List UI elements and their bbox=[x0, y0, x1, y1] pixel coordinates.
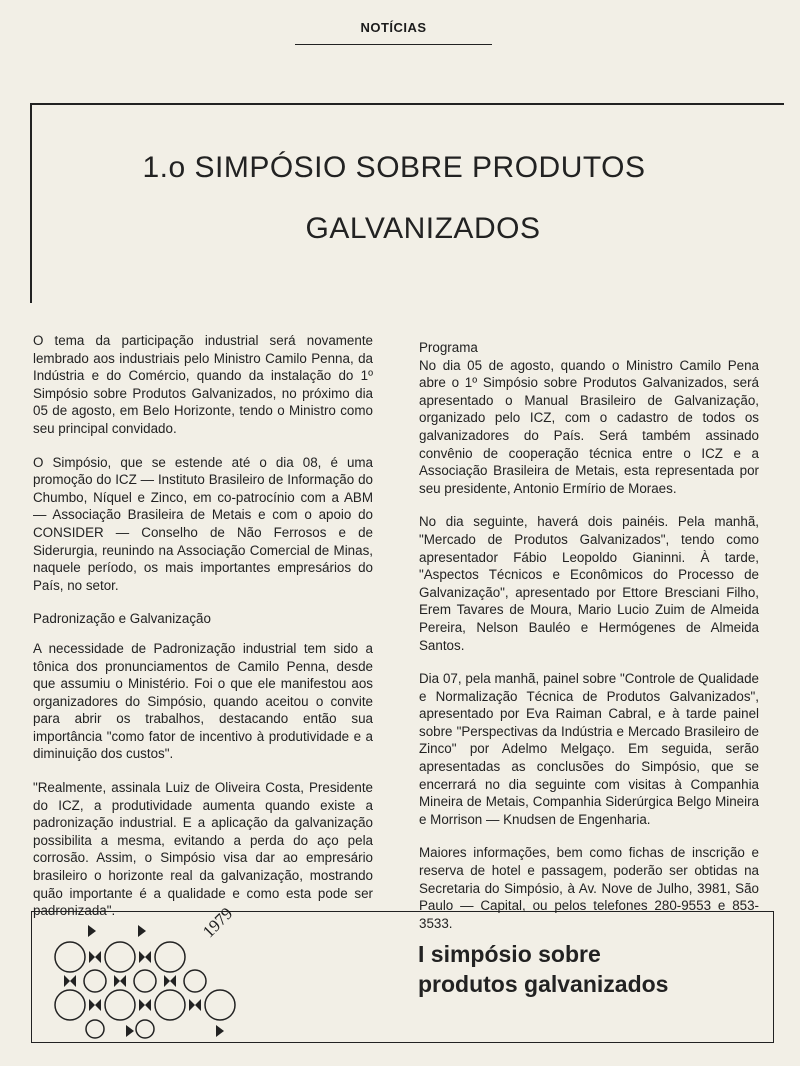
paragraph: No dia 05 de agosto, quando o Ministro Camilo Pena abre o 1º Simpósio sobre Produtos Galvanizados, será apresentado o Manual Brasileiro de Galvanização, organizado pelo ICZ, com o cadastro de todos os galvanizadores do País. Será também assinado convênio de cooperação técnica entre o ICZ e a Associação Brasileira de Metais, esta representada por seu presidente, Antonio Ermírio de Moraes. bbox=[419, 357, 759, 496]
article-title-line1: 1.o SIMPÓSIO SOBRE PRODUTOS bbox=[142, 151, 646, 184]
right-column bbox=[419, 339, 759, 948]
logo-box bbox=[31, 911, 774, 1043]
left-column bbox=[33, 332, 373, 936]
section-rule bbox=[295, 44, 492, 45]
paragraph: Dia 07, pela manhã, painel sobre "Controle de Qualidade e Normalização Técnica de Produtos Galvanizados", apresentado por Eva Raiman Cabral, e à tarde painel sobre "Perspectivas da Indústria e Mercado Brasileiro de Zinco" por Adelmo Melgaço. Em seguida, serão apresentadas as conclusões do Simpósio, que se encerrará no dia seguinte com visitas à Companhia Mineira de Metais, Companhia Siderúrgica Belgo Mineira e Morrison — Knudsen de Engenharia. bbox=[419, 671, 759, 827]
article-title-line2: GALVANIZADOS bbox=[305, 212, 541, 245]
logo-text-line1: I simpósio sobre bbox=[418, 941, 601, 967]
logo-year: 1979 bbox=[198, 903, 237, 942]
subheading-programa: Programa bbox=[419, 340, 478, 355]
paragraph: No dia seguinte, haverá dois painéis. Pela manhã, "Mercado de Produtos Galvanizados", tendo como apresentador Fábio Leopoldo Gianinni. À tarde, "Aspectos Técnicos e Econômicos do Processo de Galvanização", apresentado por Ettore Bresciani Filho, Erem Tavares de Moura, Mario Lucio Zuim de Almeida Pereira, Nelson Bauléo e Hermógenes de Almeida Santos. bbox=[419, 514, 759, 653]
logo-text-line2: produtos galvanizados bbox=[418, 971, 669, 997]
paragraph: O tema da participação industrial será novamente lembrado aos industriais pelo Ministro Camilo Penna, da Indústria e do Comércio, quando da instalação do 1º Simpósio sobre Produtos Galvanizados, no próximo dia 05 de agosto, em Belo Horizonte, tendo o Ministro como seu principal convidado. bbox=[33, 333, 373, 436]
paragraph: Maiores informações, bem como fichas de inscrição e reserva de hotel e passagem, poderão ser obtidas na Secretaria do Simpósio, à Av. Nove de Julho, 3981, São Paulo — Capital, ou pelos telefones 280-9553 e 853-3533. bbox=[419, 845, 759, 931]
title-box bbox=[30, 103, 784, 303]
symposium-logo-text bbox=[418, 939, 668, 999]
subheading-padronizacao: Padronização e Galvanização bbox=[33, 611, 211, 627]
section-label: NOTÍCIAS bbox=[360, 20, 427, 35]
paragraph: "Realmente, assinala Luiz de Oliveira Costa, Presidente do ICZ, a produtividade aumenta quando existe a padronização industrial. E a aplicação da galvanização possibilita a mesma, evitando a perda do aço pela corrosão. Assim, o Simpósio visa dar ao empresário brasileiro o horizonte real da galvanização, mostrando quão importante é a qualidade e como esta pode ser padronizada". bbox=[33, 780, 373, 919]
paragraph: A necessidade de Padronização industrial tem sido a tônica dos pronunciamentos de Camilo Penna, desde que assumiu o Ministério. Foi o que ele manifestou aos organizadores do Simpósio, quando aceitou o convite para abrir os trabalhos, destacando então sua importância "como fator de incentivo à produtividade e a diminuição dos custos". bbox=[33, 640, 373, 762]
paragraph: O Simpósio, que se estende até o dia 08, é uma promoção do ICZ — Instituto Brasileiro de Informação do Chumbo, Níquel e Zinco, em co-patrocínio com a ABM — Associação Brasileira de Metais e com o apoio do CONSIDER — Conselho de Não Ferrosos e de Siderurgia, reunindo na Associação Comercial de Minas, naquele período, os mais importantes empresários do País, no setor. bbox=[33, 454, 373, 593]
